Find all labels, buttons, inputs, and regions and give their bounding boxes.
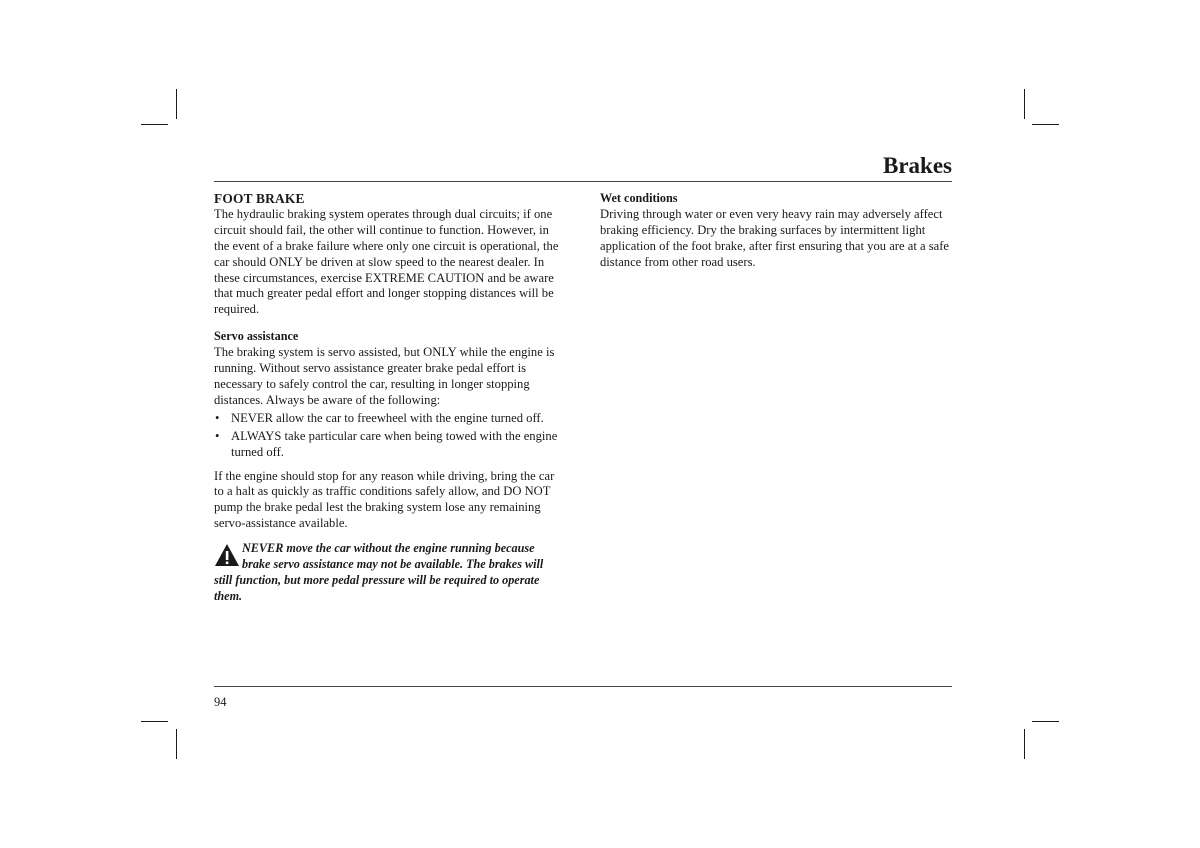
servo-bullet-list xyxy=(214,411,564,461)
wet-conditions-paragraph: Driving through water or even very heavy rain may adversely affect braking efficiency. Dry the braking surfaces by intermittent light application of the foot brake, after first ensuring that you are at a safe distance from other road users. xyxy=(600,206,949,269)
crop-mark-bottom-right-v xyxy=(1024,729,1025,759)
crop-mark-top-left-h xyxy=(141,124,168,125)
crop-mark-top-left-v xyxy=(176,89,177,119)
foot-brake-heading: FOOT BRAKE xyxy=(214,191,305,206)
header-rule xyxy=(214,181,952,182)
page-title: Brakes xyxy=(883,153,952,178)
servo-paragraph: The braking system is servo assisted, but ONLY while the engine is running. Without servo assistance greater brake pedal effort is necessary to safely control the car, resulting in longer stopping distances. Always be aware of the following: xyxy=(214,345,555,407)
list-item: • ALWAYS take particular care when being towed with the engine turned off. xyxy=(214,429,564,461)
list-item: • NEVER allow the car to freewheel with the engine turned off. xyxy=(214,411,564,427)
servo-heading: Servo assistance xyxy=(214,329,299,344)
crop-mark-top-right-v xyxy=(1024,89,1025,119)
footer-rule xyxy=(214,686,952,687)
crop-mark-bottom-left-h xyxy=(141,721,168,722)
crop-mark-top-right-h xyxy=(1032,124,1059,125)
warning-text: NEVER move the car without the engine running because brake servo assistance may not be available. The brakes will still function, but more pedal pressure will be required to operate them. xyxy=(214,541,544,603)
left-column xyxy=(214,191,564,604)
warning-block xyxy=(214,541,564,604)
page-number: 94 xyxy=(214,695,227,709)
right-column xyxy=(600,191,952,271)
warning-triangle-icon xyxy=(214,543,240,567)
crop-mark-bottom-left-v xyxy=(176,729,177,759)
foot-brake-paragraph: The hydraulic braking system operates through dual circuits; if one circuit should fail, the other will continue to function. However, in the event of a brake failure where only one circuit is operational, the car should ONLY be driven at slow speed to the nearest dealer. In these circumstances, exercise EXTREME CAUTION and be aware that much greater pedal effort and longer stopping distances will be required. xyxy=(214,206,559,317)
engine-stop-paragraph: If the engine should stop for any reason while driving, bring the car to a halt as quickly as traffic conditions safely allow, and DO NOT pump the brake pedal lest the braking system lose any remaining servo-assistance available. xyxy=(214,468,555,531)
wet-conditions-heading: Wet conditions xyxy=(600,191,678,205)
crop-mark-bottom-right-h xyxy=(1032,721,1059,722)
